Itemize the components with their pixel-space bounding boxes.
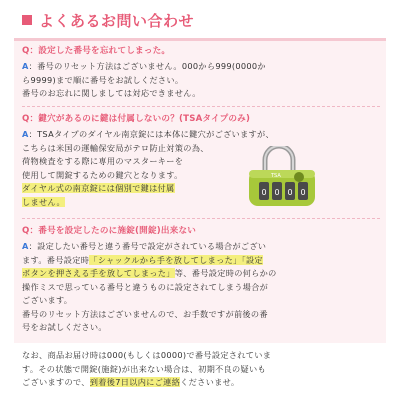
faq-item-cannot-lock (22, 224, 380, 335)
faq-answer-line: 操作ミスで思っている番号と違うものに設定されてしまう場合が (22, 281, 269, 292)
faq-item-keyhole (22, 112, 380, 209)
highlighted-text: しません。 (22, 196, 65, 207)
footer-line: ございますので、到着後7日以内にご連絡くださいませ。 (22, 377, 240, 387)
answer-mark: A (22, 129, 29, 139)
faq-answer-line: 番号のお忘れに関しましては対応できません。 (22, 88, 201, 98)
faq-answer-line: 使用して開錠するための鍵穴となります。 (22, 169, 183, 180)
section-divider (22, 106, 380, 107)
faq-question: Q：鍵穴があるのに鍵は付属しないの？(TSAタイプのみ) (22, 114, 251, 124)
footer-line: す。その状態で開錠(施錠)が出来ない場合は、初期不良の疑いも (22, 363, 266, 374)
svg-text:0: 0 (261, 188, 267, 197)
tsa-lock-label: TSA (271, 173, 281, 179)
faq-item-forgot-number (22, 44, 380, 101)
svg-text:0: 0 (300, 188, 306, 197)
svg-text:0: 0 (274, 188, 280, 197)
footer-line: なお、商品お届け時は000(もしくは0000)で番号設定されていま (22, 350, 272, 360)
highlighted-text: 到着後7日以内にご連絡 (89, 377, 181, 387)
faq-answer-line: ます。番号設定時「シャックルから手を放してしまった」「設定 (22, 254, 263, 265)
faq-answer-line: ら9999)まで順に番号をお試しください。 (22, 74, 184, 85)
faq-answer-line (22, 182, 380, 196)
answer-mark: A (22, 61, 29, 71)
faq-header (0, 0, 400, 40)
highlighted-text: ボタンを押さえる手を放してしまった」 (22, 268, 175, 278)
highlighted-text: 「シャックルから手を放してしまった」「設定 (89, 254, 263, 265)
faq-question: Q：設定した番号を忘れてしまった。 (22, 46, 171, 56)
faq-answer-line: 番号のリセット方法はございませんので、お手数ですが前後の番 (22, 308, 268, 319)
faq-answer-line: ございます。 (22, 295, 73, 305)
tsa-lock-icon (243, 146, 321, 208)
faq-answer-line (22, 196, 380, 210)
faq-answer-line: 号をお試しください。 (22, 322, 107, 332)
faq-answer-line: A：TSAタイプのダイヤル南京錠には本体に鍵穴がございますが、 (22, 129, 274, 139)
answer-mark: A (22, 241, 29, 251)
faq-answer-line: ボタンを押さえる手を放してしまった」等、番号設定時の何らかの (22, 268, 277, 278)
faq-answer-line: A：設定したい番号と違う番号で設定がされている場合がござい (22, 241, 267, 251)
section-divider (22, 218, 380, 219)
square-bullet-icon (22, 15, 32, 25)
svg-text:0: 0 (287, 188, 293, 197)
highlighted-text: ダイヤル式の南京錠には個別で鍵は付属 (22, 183, 175, 193)
faq-answer-line: こちらは米国の運輸保安局がテロ防止対策の為、 (22, 142, 209, 153)
faq-answer-line: 荷物検査をする際に専用のマスターキーを (22, 156, 184, 166)
faq-answer-line: A：番号のリセット方法はございません。000から999(0000か (22, 61, 266, 71)
page-title: よくあるお問い合わせ (39, 11, 195, 30)
footer-note (22, 349, 380, 390)
faq-question: Q：番号を設定したのに施錠(開錠)出来ない (22, 226, 197, 236)
